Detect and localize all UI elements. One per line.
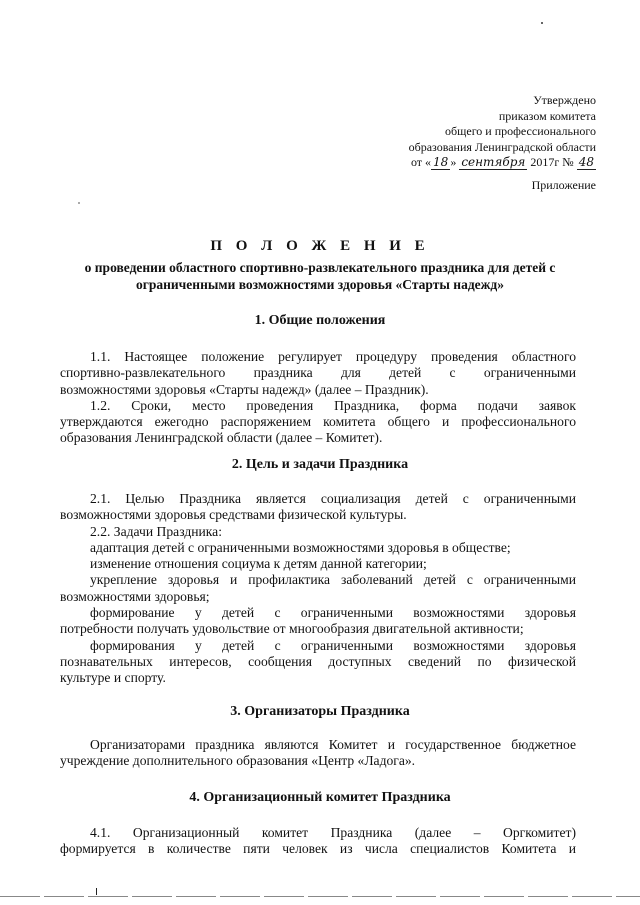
approval-line: Утверждено	[533, 93, 596, 107]
task-item: укрепление здоровья и профилактика заболеваний детей с ограниченными	[90, 572, 576, 588]
section-heading-1: 1. Общие положения	[254, 313, 386, 328]
document-title	[50, 238, 590, 293]
date-year: 2017г №	[530, 155, 574, 169]
section-4-body	[60, 825, 576, 858]
approval-stamp	[409, 93, 596, 171]
scan-tick	[96, 888, 97, 895]
paragraph-line: 2.1. Целью Праздника является социализация детей с ограниченными	[90, 491, 576, 506]
section-3-body	[60, 737, 576, 770]
paragraph-line: 1.1. Настоящее положение регулирует процедуру проведения областного	[90, 349, 576, 364]
paragraph-line: Организаторами праздника являются Комитет и государственное бюджетное	[90, 737, 576, 752]
date-prefix: от «	[410, 155, 432, 169]
paragraph-line: 4.1. Организационный комитет Праздника (далее – Оргкомитет)	[90, 825, 576, 840]
task-item: изменение отношения социума к детям данной категории;	[90, 556, 427, 572]
paragraph-line: 1.2. Сроки, место проведения Праздника, форма подачи заявок	[90, 397, 576, 413]
scan-speck	[541, 22, 543, 24]
section-heading-2: 2. Цель и задачи Праздника	[231, 457, 409, 472]
paragraph-line: утверждаются ежегодно распоряжением комитета общего и профессионального	[60, 414, 576, 430]
approval-date	[409, 155, 596, 171]
scan-bottom-edge	[0, 896, 640, 897]
scan-speck	[78, 202, 80, 204]
date-day-handwritten: 18	[433, 155, 449, 169]
paragraph-line: образования Ленинградской области (далее – Комитет).	[60, 430, 383, 446]
task-item: формирование у детей с ограниченными возможностями здоровья	[90, 605, 576, 621]
section-2-body	[60, 491, 576, 687]
approval-line: общего и профессионального	[445, 124, 596, 138]
title-subtitle-line: о проведении областного спортивно-развлекательного праздника для детей с	[84, 260, 556, 275]
date-mid: »	[450, 155, 457, 169]
task-item: потребности получать удовольствие от многообразия двигательной активности;	[60, 621, 524, 637]
date-month-handwritten: сентября	[461, 155, 526, 169]
task-item: формирования у детей с ограниченными возможностями здоровья	[90, 637, 576, 653]
paragraph-line: возможностями здоровья «Старты надежд» (далее – Праздник).	[60, 381, 429, 397]
task-item: культуре и спорту.	[60, 670, 166, 686]
section-heading-3: 3. Организаторы Праздника	[230, 704, 410, 719]
section-heading-4: 4. Организационный комитет Праздника	[189, 790, 451, 805]
appendix-label: Приложение	[531, 178, 596, 192]
paragraph-line: 2.2. Задачи Праздника:	[90, 523, 222, 539]
paragraph-line: формируется в количестве пяти человек из числа специалистов Комитета и	[60, 841, 576, 857]
date-number-handwritten: 48	[578, 155, 594, 169]
task-item: адаптация детей с ограниченными возможностями здоровья в обществе;	[90, 539, 511, 555]
section-1-body	[60, 349, 576, 447]
approval-line: приказом комитета	[498, 108, 596, 123]
paragraph-line: спортивно-развлекательного праздника для детей с ограниченными	[60, 365, 576, 381]
task-item: познавательных интересов, сообщения доступных сведений по физической	[60, 653, 576, 669]
title-subtitle-line: ограниченными возможностями здоровья «Старты надежд»	[135, 277, 505, 292]
paragraph-line: учреждение дополнительного образования «Центр «Ладога».	[60, 753, 416, 769]
paragraph-line: возможностями здоровья средствами физической культуры.	[60, 507, 407, 523]
task-item: возможностями здоровья;	[60, 588, 210, 604]
title-main: П О Л О Ж Е Н И Е	[210, 238, 430, 254]
approval-line: образования Ленинградской области	[408, 139, 596, 154]
